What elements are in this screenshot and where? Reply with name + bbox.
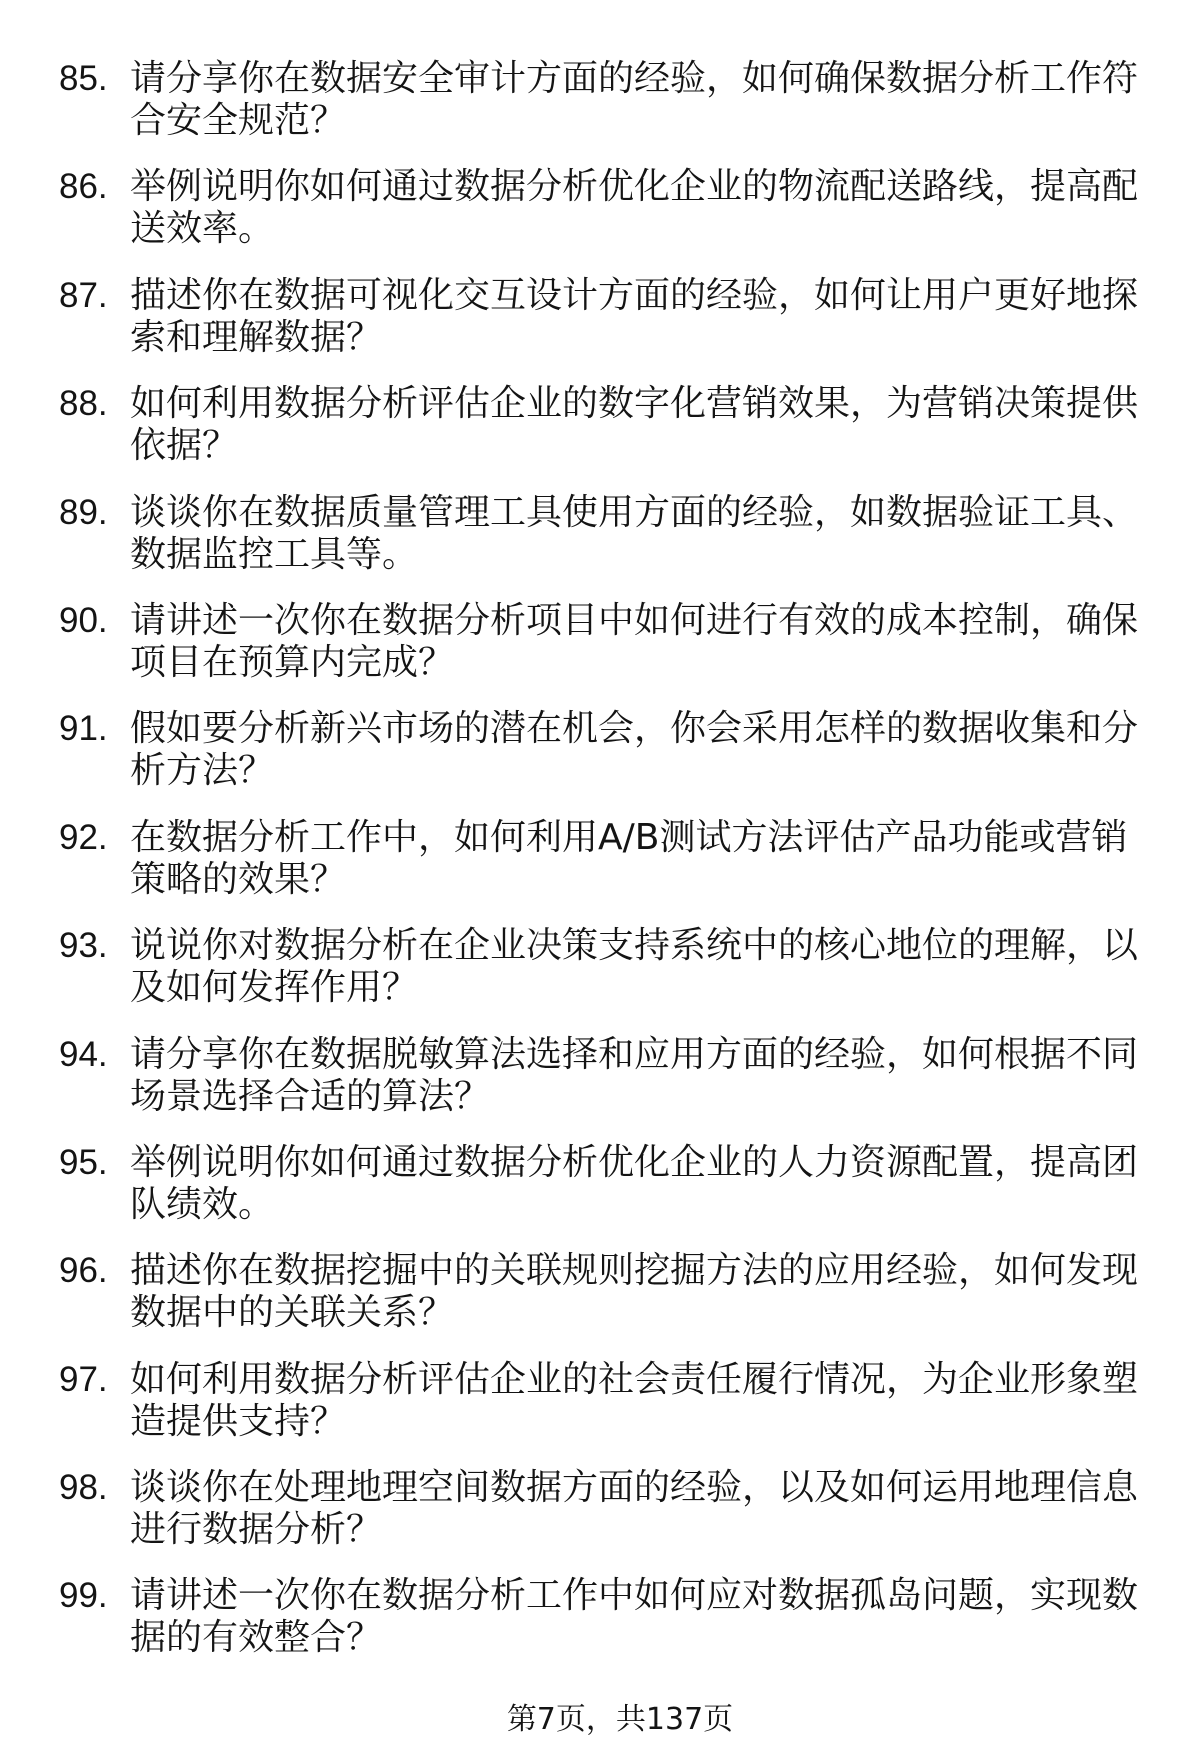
item-text-line: 在数据分析工作中，如何利用A/B测试方法评估产品功能或营销 [130, 816, 1128, 858]
item-text [130, 1250, 1160, 1334]
item-text-line: 请讲述一次你在数据分析项目中如何进行有效的成本控制，确保 [130, 599, 1139, 641]
item-text-line: 依据？ [130, 425, 239, 467]
item-text-line: 队绩效。 [130, 1183, 275, 1225]
item-text-line: 进行数据分析？ [130, 1509, 383, 1551]
item-text [130, 1467, 1160, 1551]
item-number: 99. [59, 1576, 108, 1616]
page-indicator: 第7页，共137页 [506, 1702, 734, 1737]
item-text-line: 谈谈你在数据质量管理工具使用方面的经验，如数据验证工具、 [130, 491, 1139, 533]
item-number: 97. [59, 1359, 108, 1399]
item-number: 87. [59, 275, 108, 315]
item-text-line: 数据中的关联关系？ [130, 1292, 455, 1334]
item-number: 91. [59, 709, 108, 749]
item-text-line: 策略的效果？ [130, 858, 347, 900]
list-item [0, 492, 1190, 576]
item-text-line: 送效率。 [130, 208, 275, 250]
item-text [130, 383, 1160, 467]
item-number: 85. [59, 59, 108, 98]
item-text-line: 场景选择合适的算法？ [130, 1075, 491, 1117]
list-item [0, 1142, 1190, 1226]
list-item [0, 817, 1190, 901]
item-text [130, 1142, 1160, 1226]
list-item [0, 1359, 1190, 1443]
list-item [0, 1034, 1190, 1118]
item-number: 88. [59, 384, 108, 424]
item-text-line: 说说你对数据分析在企业决策支持系统中的核心地位的理解，以 [130, 925, 1139, 967]
item-text-line: 描述你在数据挖掘中的关联规则挖掘方法的应用经验，如何发现 [130, 1250, 1139, 1292]
item-text-line: 如何利用数据分析评估企业的数字化营销效果，为营销决策提供 [130, 383, 1139, 425]
item-text-line: 假如要分析新兴市场的潜在机会，你会采用怎样的数据收集和分 [130, 708, 1139, 750]
item-number: 86. [59, 167, 108, 207]
list-item [0, 166, 1190, 250]
item-number: 90. [59, 600, 108, 640]
list-item [0, 600, 1190, 684]
item-text-line: 项目在预算内完成？ [130, 641, 455, 683]
item-number: 96. [59, 1251, 108, 1291]
item-number: 93. [59, 926, 108, 966]
item-text [130, 925, 1160, 1009]
list-item [0, 383, 1190, 467]
list-item [0, 708, 1190, 792]
list-item [0, 275, 1190, 359]
item-text [130, 275, 1160, 359]
item-text [130, 708, 1160, 792]
list-item [0, 1575, 1190, 1659]
item-text [130, 817, 1160, 901]
item-text [130, 1575, 1160, 1659]
item-text-line: 如何利用数据分析评估企业的社会责任履行情况，为企业形象塑 [130, 1358, 1139, 1400]
item-number: 92. [59, 817, 108, 857]
item-text-line: 索和理解数据？ [130, 316, 383, 358]
item-text-line: 造提供支持？ [130, 1400, 347, 1442]
item-text-line: 请分享你在数据脱敏算法选择和应用方面的经验，如何根据不同 [130, 1033, 1139, 1075]
item-number: 94. [59, 1034, 108, 1074]
item-text-line: 举例说明你如何通过数据分析优化企业的物流配送路线，提高配 [130, 166, 1139, 208]
list-item [0, 925, 1190, 1009]
list-item [0, 1467, 1190, 1551]
item-text-line: 谈谈你在处理地理空间数据方面的经验，以及如何运用地理信息 [130, 1467, 1139, 1509]
item-text-line: 举例说明你如何通过数据分析优化企业的人力资源配置，提高团 [130, 1141, 1139, 1183]
question-list [0, 58, 1190, 1684]
item-number: 89. [59, 492, 108, 532]
list-item [0, 58, 1190, 142]
item-text-line: 描述你在数据可视化交互设计方面的经验，如何让用户更好地探 [130, 274, 1139, 316]
item-text [130, 492, 1160, 576]
item-text-line: 析方法？ [130, 750, 275, 792]
item-text-line: 请分享你在数据安全审计方面的经验，如何确保数据分析工作符 [130, 58, 1139, 99]
item-text [130, 166, 1160, 250]
item-text [130, 1034, 1160, 1118]
item-number: 95. [59, 1142, 108, 1182]
item-text-line: 数据监控工具等。 [130, 533, 419, 575]
item-text-line: 及如何发挥作用？ [130, 967, 419, 1009]
item-text [130, 1359, 1160, 1443]
item-number: 98. [59, 1468, 108, 1508]
list-item [0, 1250, 1190, 1334]
item-text [130, 58, 1160, 142]
item-text-line: 请讲述一次你在数据分析工作中如何应对数据孤岛问题，实现数 [130, 1575, 1139, 1617]
item-text-line: 合安全规范？ [130, 100, 347, 141]
item-text [130, 600, 1160, 684]
item-text-line: 据的有效整合？ [130, 1617, 383, 1659]
